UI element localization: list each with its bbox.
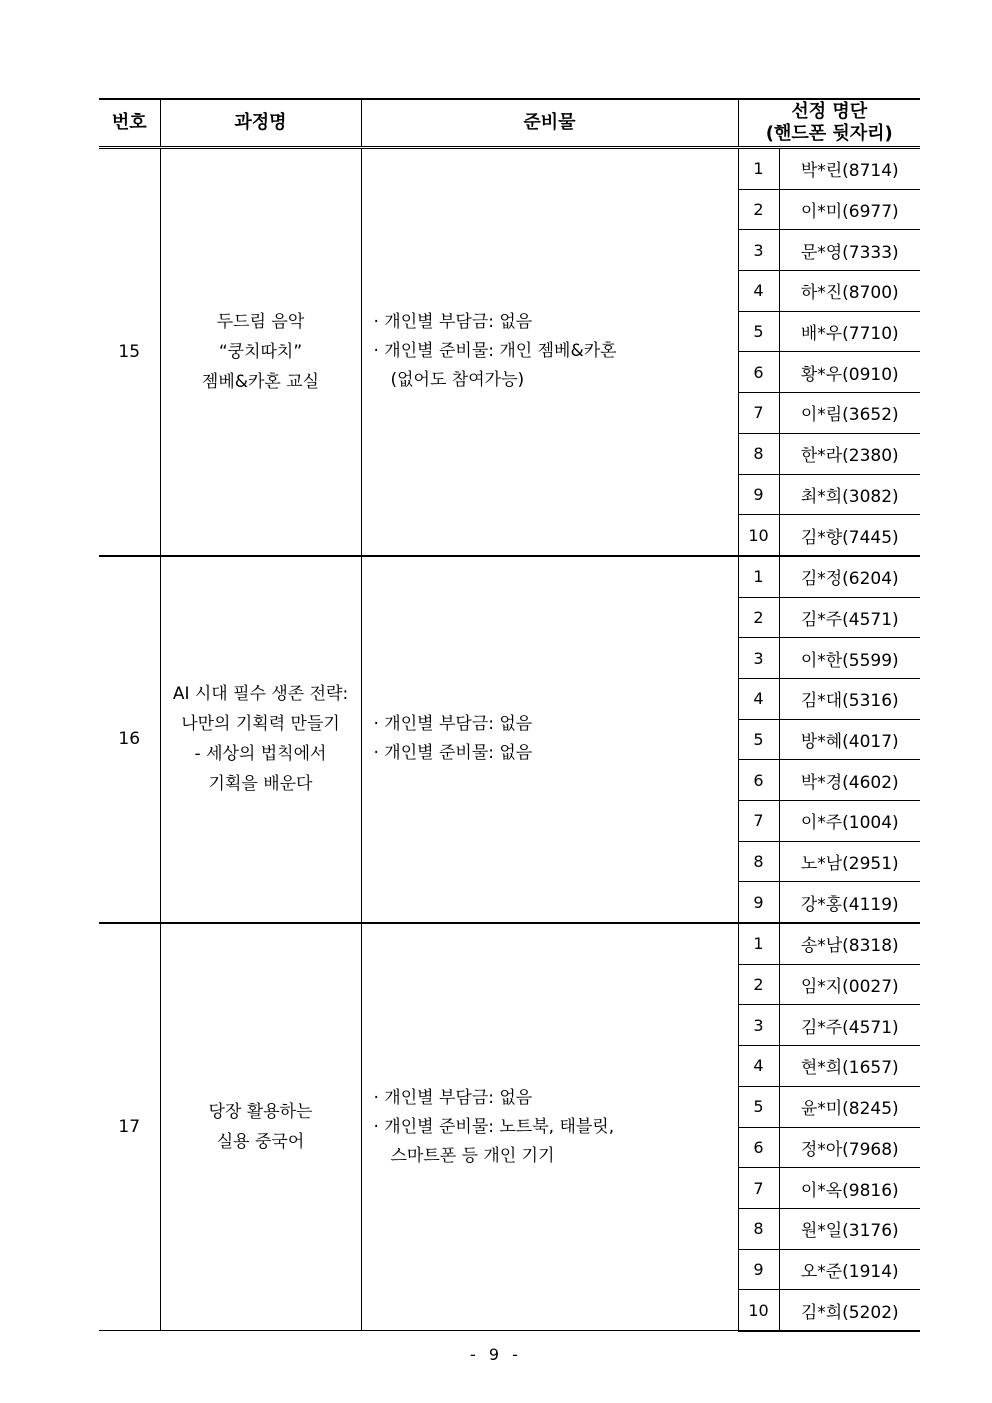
course-name-line: AI 시대 필수 생존 전략: [172, 684, 349, 705]
person-name: 김*정(6204) [779, 556, 920, 597]
table-row [99, 556, 920, 597]
person-index: 2 [738, 189, 779, 230]
course-name [160, 923, 361, 1331]
course-name-line: “쿵치따치” [218, 341, 303, 362]
person-index: 3 [738, 230, 779, 271]
preparation-line: · 개인별 부담금: 없음 [373, 312, 533, 333]
person-name: 한*라(2380) [779, 433, 920, 474]
table-row [99, 148, 920, 190]
course-name [160, 148, 361, 556]
person-name: 김*희(5202) [779, 1290, 920, 1331]
person-name: 노*남(2951) [779, 841, 920, 882]
person-index: 6 [738, 352, 779, 393]
course-name-line: 나만의 기획력 만들기 [181, 714, 340, 735]
table-row [99, 923, 920, 964]
header-course: 과정명 [160, 99, 361, 148]
person-index: 5 [738, 311, 779, 352]
person-index: 10 [738, 515, 779, 556]
person-name: 이*한(5599) [779, 638, 920, 679]
person-index: 8 [738, 1208, 779, 1249]
preparation [361, 556, 738, 923]
person-index: 9 [738, 1249, 779, 1290]
person-name: 황*우(0910) [779, 352, 920, 393]
person-name: 김*주(4571) [779, 597, 920, 638]
person-index: 1 [738, 148, 779, 190]
person-index: 4 [738, 271, 779, 312]
person-index: 2 [738, 964, 779, 1005]
person-index: 9 [738, 882, 779, 923]
person-name: 임*지(0027) [779, 964, 920, 1005]
header-selected [738, 99, 920, 148]
course-name-line: 기획을 배운다 [208, 774, 313, 795]
preparation [361, 148, 738, 556]
person-index: 7 [738, 801, 779, 842]
person-index: 4 [738, 1046, 779, 1087]
person-index: 6 [738, 760, 779, 801]
preparation-line: · 개인별 부담금: 없음 [373, 1087, 533, 1108]
person-name: 이*림(3652) [779, 393, 920, 434]
course-name-line: 당장 활용하는 [208, 1102, 313, 1123]
course-name-line: 두드림 음악 [216, 311, 305, 332]
person-name: 최*희(3082) [779, 474, 920, 515]
person-name: 정*아(7968) [779, 1127, 920, 1168]
person-index: 8 [738, 433, 779, 474]
course-name-line: 젬베&카혼 교실 [201, 371, 320, 392]
person-name: 원*일(3176) [779, 1208, 920, 1249]
person-name: 하*진(8700) [779, 271, 920, 312]
person-index: 1 [738, 556, 779, 597]
header-selected-line2: (핸드폰 뒷자리) [765, 123, 893, 144]
person-index: 2 [738, 597, 779, 638]
header-selected-line1: 선정 명단 [791, 101, 868, 122]
person-name: 김*주(4571) [779, 1005, 920, 1046]
person-name: 박*경(4602) [779, 760, 920, 801]
course-name [160, 556, 361, 923]
person-index: 5 [738, 1086, 779, 1127]
person-name: 김*향(7445) [779, 515, 920, 556]
preparation-line: (없어도 참여가능) [390, 370, 525, 391]
preparation [361, 923, 738, 1331]
person-index: 7 [738, 393, 779, 434]
person-index: 3 [738, 1005, 779, 1046]
person-index: 1 [738, 923, 779, 964]
page-number: - 9 - [470, 1345, 522, 1364]
header-no: 번호 [99, 99, 160, 148]
preparation-line: 스마트폰 등 개인 기기 [390, 1145, 555, 1166]
person-index: 7 [738, 1168, 779, 1209]
person-name: 김*대(5316) [779, 678, 920, 719]
person-name: 강*홍(4119) [779, 882, 920, 923]
person-name: 송*남(8318) [779, 923, 920, 964]
header-prep: 준비물 [361, 99, 738, 148]
person-index: 6 [738, 1127, 779, 1168]
table-body [99, 148, 920, 1331]
person-index: 10 [738, 1290, 779, 1331]
table-header-row [99, 99, 920, 148]
person-name: 이*주(1004) [779, 801, 920, 842]
person-name: 이*옥(9816) [779, 1168, 920, 1209]
course-number: 16 [99, 556, 160, 923]
preparation-line: · 개인별 부담금: 없음 [373, 714, 533, 735]
person-name: 윤*미(8245) [779, 1086, 920, 1127]
course-number: 15 [99, 148, 160, 556]
person-index: 8 [738, 841, 779, 882]
preparation-line: · 개인별 준비물: 없음 [373, 743, 533, 764]
person-name: 박*린(8714) [779, 148, 920, 190]
person-index: 9 [738, 474, 779, 515]
preparation-line: · 개인별 준비물: 개인 젬베&카혼 [373, 341, 617, 362]
course-name-line: - 세상의 법칙에서 [194, 744, 327, 765]
selection-table [99, 98, 920, 1332]
person-name: 현*희(1657) [779, 1046, 920, 1087]
person-name: 오*준(1914) [779, 1249, 920, 1290]
course-number: 17 [99, 923, 160, 1331]
course-name-line: 실용 중국어 [216, 1132, 305, 1153]
person-name: 배*우(7710) [779, 311, 920, 352]
person-name: 문*영(7333) [779, 230, 920, 271]
person-name: 방*혜(4017) [779, 719, 920, 760]
person-index: 5 [738, 719, 779, 760]
preparation-line: · 개인별 준비물: 노트북, 태블릿, [373, 1116, 615, 1137]
person-name: 이*미(6977) [779, 189, 920, 230]
person-index: 4 [738, 678, 779, 719]
person-index: 3 [738, 638, 779, 679]
